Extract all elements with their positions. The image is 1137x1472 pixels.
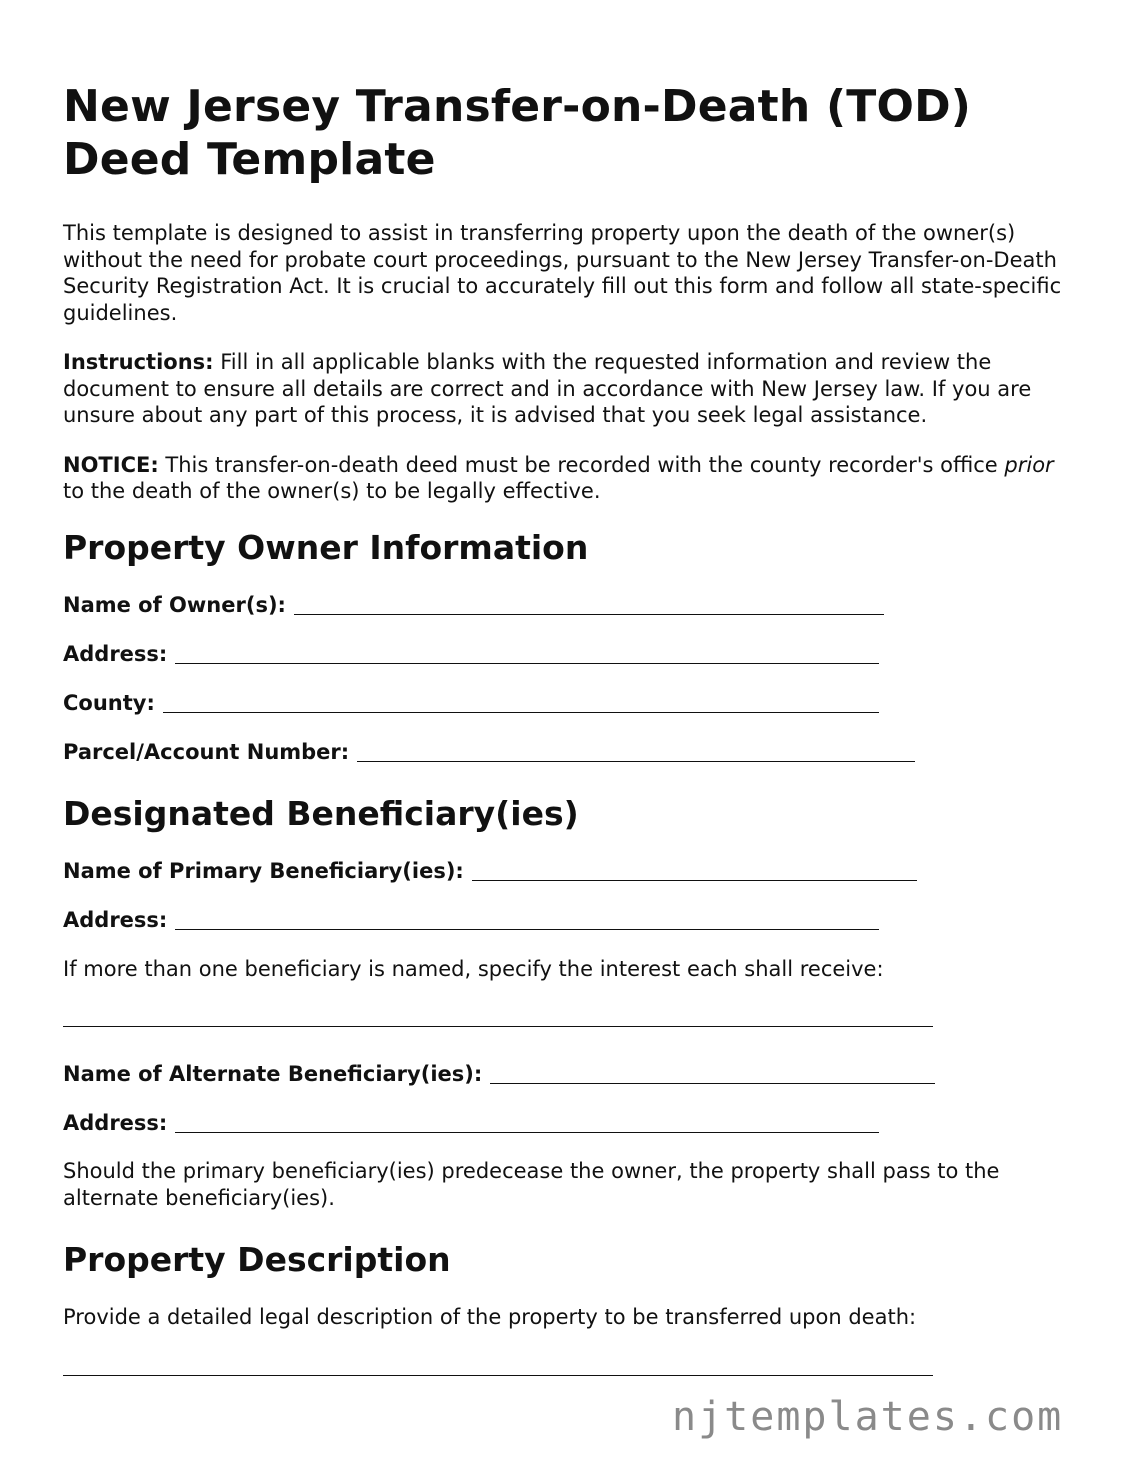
instructions-paragraph [63, 349, 1073, 429]
primary-address-blank[interactable] [175, 909, 879, 930]
document-page [63, 80, 1073, 1376]
parcel-label: Parcel/Account Number: [63, 739, 350, 764]
property-section-heading: Property Description [63, 1240, 451, 1279]
parcel-field [63, 739, 1073, 765]
owner-name-blank[interactable] [294, 594, 884, 615]
notice-text-after: to the death of the owner(s) to be legally effective. [63, 479, 601, 503]
owner-section-heading: Property Owner Information [63, 527, 589, 567]
alternate-address-label: Address: [63, 1111, 168, 1135]
owner-address-blank[interactable] [175, 643, 879, 664]
beneficiary-section-heading: Designated Beneficiary(ies) [63, 793, 579, 833]
notice-text-before: This transfer-on-death deed must be recorded with the county recorder's office [158, 452, 1005, 477]
interest-note: If more than one beneficiary is named, specify the interest each shall receive: [63, 956, 884, 981]
notice-paragraph [63, 452, 1073, 505]
parcel-blank[interactable] [357, 741, 915, 762]
interest-blank[interactable] [63, 1025, 933, 1027]
owner-name-label: Name of Owner(s): [63, 592, 286, 617]
primary-beneficiary-blank[interactable] [472, 860, 917, 881]
instructions-text: Fill in all applicable blanks with the requested information and review the document to ensure all details are correct and in accordance with New Jersey law. If you are unsure about any part of this process, it is advised that you seek legal assistance. [63, 350, 1032, 427]
alternate-beneficiary-blank[interactable] [490, 1063, 935, 1084]
intro-paragraph: This template is designed to assist in transferring property upon the death of the owner(s) without the need for probate court proceedings, pursuant to the New Jersey Transfer-on-Death Security Registration Act. It is crucial to accurately fill out this form and follow all state-specific guidelines. [63, 221, 1062, 325]
county-blank[interactable] [163, 692, 879, 713]
alternate-address-blank[interactable] [175, 1112, 879, 1133]
alternate-beneficiary-field [63, 1061, 1073, 1087]
notice-label: NOTICE: [63, 452, 159, 477]
instructions-label: Instructions: [63, 350, 214, 374]
alternate-address-field [63, 1110, 1073, 1136]
owner-address-label: Address: [63, 641, 168, 666]
owner-name-field [63, 592, 1073, 618]
primary-address-field [63, 907, 1073, 933]
primary-address-label: Address: [63, 907, 168, 932]
watermark: njtemplates.com [672, 1394, 1064, 1440]
property-description-blank[interactable] [63, 1374, 933, 1376]
county-field [63, 690, 1073, 716]
primary-beneficiary-field [63, 858, 1073, 884]
alternate-beneficiary-label: Name of Alternate Beneficiary(ies): [63, 1062, 483, 1086]
alternate-note: Should the primary beneficiary(ies) predecease the owner, the property shall pass to the alternate beneficiary(ies). [63, 1159, 1000, 1210]
primary-beneficiary-label: Name of Primary Beneficiary(ies): [63, 858, 464, 883]
owner-address-field [63, 641, 1073, 667]
county-label: County: [63, 690, 155, 715]
notice-emphasis: prior [1004, 452, 1054, 477]
page-title: New Jersey Transfer-on-Death (TOD) Deed Template [63, 81, 972, 185]
property-note: Provide a detailed legal description of the property to be transferred upon death: [63, 1305, 917, 1329]
